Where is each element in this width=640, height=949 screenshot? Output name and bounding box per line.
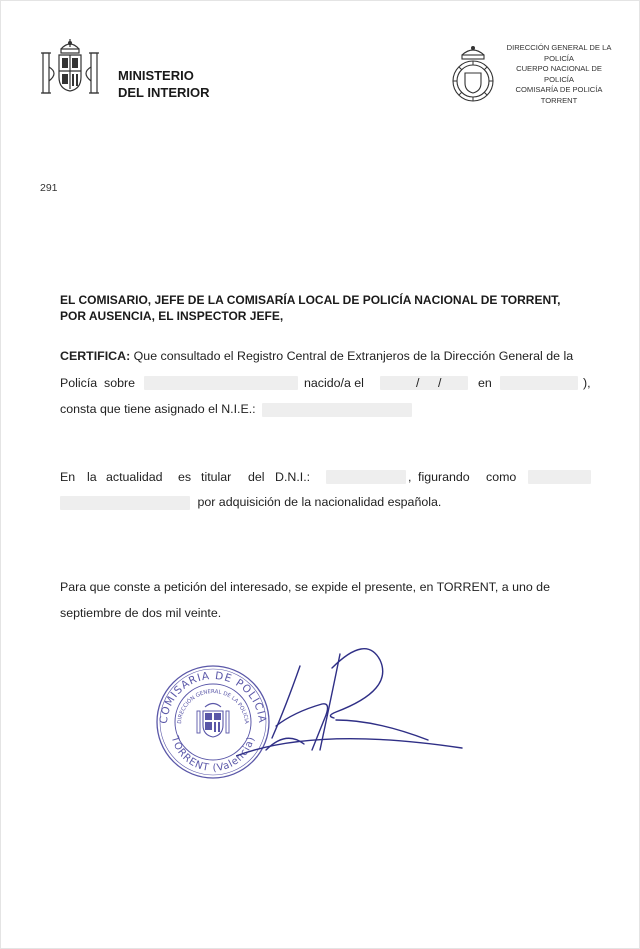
redacted-name bbox=[144, 376, 298, 390]
closing-paren: ), bbox=[583, 376, 591, 390]
certifica-text-1: Que consultado el Registro Central de Extranjeros de la Dirección General de la bbox=[133, 349, 574, 363]
word-policia: Policía bbox=[60, 376, 98, 390]
dni-word-9: como bbox=[486, 470, 517, 484]
dni-word-1: En bbox=[60, 470, 76, 484]
svg-text:DIRECCIÓN GENERAL DE LA POLICI: DIRECCIÓN GENERAL DE LA POLICIA bbox=[176, 688, 250, 725]
spanish-coat-of-arms-logo bbox=[39, 37, 101, 105]
dni-line-1 bbox=[60, 470, 591, 486]
dni-word-4: es bbox=[178, 470, 192, 484]
police-line-6: TORRENT bbox=[540, 95, 578, 105]
police-line-3: CUERPO NACIONAL DE bbox=[516, 64, 602, 74]
svg-text:TORRENT (Valencia): TORRENT (Valencia) bbox=[168, 735, 258, 775]
redacted-name-2a bbox=[528, 470, 591, 484]
date-slash-2: / bbox=[438, 376, 442, 390]
certifica-label: CERTIFICA: bbox=[60, 349, 131, 363]
police-line-5: COMISARÍA DE POLICÍA bbox=[515, 85, 603, 95]
certifica-line-1 bbox=[60, 349, 591, 363]
redacted-nie bbox=[262, 403, 412, 417]
police-department-header bbox=[501, 43, 617, 107]
word-sobre: sobre bbox=[104, 376, 135, 390]
word-en: en bbox=[478, 376, 492, 390]
police-line-1: DIRECCIÓN GENERAL DE LA bbox=[506, 43, 612, 52]
word-nacido: nacido/a el bbox=[304, 376, 364, 390]
redacted-birth-date bbox=[380, 376, 468, 390]
heading-line-1: EL COMISARIO, JEFE DE LA COMISARÍA LOCAL DE POLICÍA NACIONAL DE TORRENT, bbox=[60, 293, 561, 307]
dni-word-6: del bbox=[248, 470, 265, 484]
dni-word-2: la bbox=[87, 470, 97, 484]
nationality-text: por adquisición de la nacionalidad española. bbox=[197, 495, 442, 509]
dni-word-7: D.N.I.: bbox=[275, 470, 311, 484]
document-heading bbox=[60, 292, 600, 324]
police-line-2: POLICÍA bbox=[544, 53, 574, 63]
ministry-line-1: MINISTERIO bbox=[118, 68, 194, 83]
redacted-birthplace bbox=[500, 376, 578, 390]
svg-text:COMISARIA DE POLICIA: COMISARIA DE POLICIA bbox=[157, 669, 269, 725]
redacted-dni bbox=[326, 470, 406, 484]
redacted-name-2b bbox=[60, 496, 190, 510]
dni-word-8: figurando bbox=[418, 470, 470, 484]
police-badge-logo bbox=[450, 43, 496, 105]
ministry-name bbox=[118, 67, 210, 101]
closing-line-2: septiembre de dos mil veinte. bbox=[60, 606, 222, 620]
reference-number: 291 bbox=[40, 182, 58, 194]
heading-line-2: POR AUSENCIA, EL INSPECTOR JEFE, bbox=[60, 309, 284, 323]
certifica-line-3 bbox=[60, 402, 412, 417]
closing-line-1: Para que conste a petición del interesado, se expide el presente, en TORRENT, a uno de bbox=[60, 580, 550, 594]
certifica-line-2 bbox=[60, 376, 591, 392]
dni-line-2 bbox=[60, 495, 441, 510]
date-slash-1: / bbox=[416, 376, 420, 390]
dni-comma: , bbox=[408, 470, 412, 484]
dni-word-3: actualidad bbox=[106, 470, 163, 484]
dni-word-5: titular bbox=[201, 470, 232, 484]
police-line-4: POLICÍA bbox=[544, 74, 574, 84]
nie-label: consta que tiene asignado el N.I.E.: bbox=[60, 402, 256, 416]
ministry-line-2: DEL INTERIOR bbox=[118, 85, 210, 100]
handwritten-signature bbox=[236, 646, 471, 771]
